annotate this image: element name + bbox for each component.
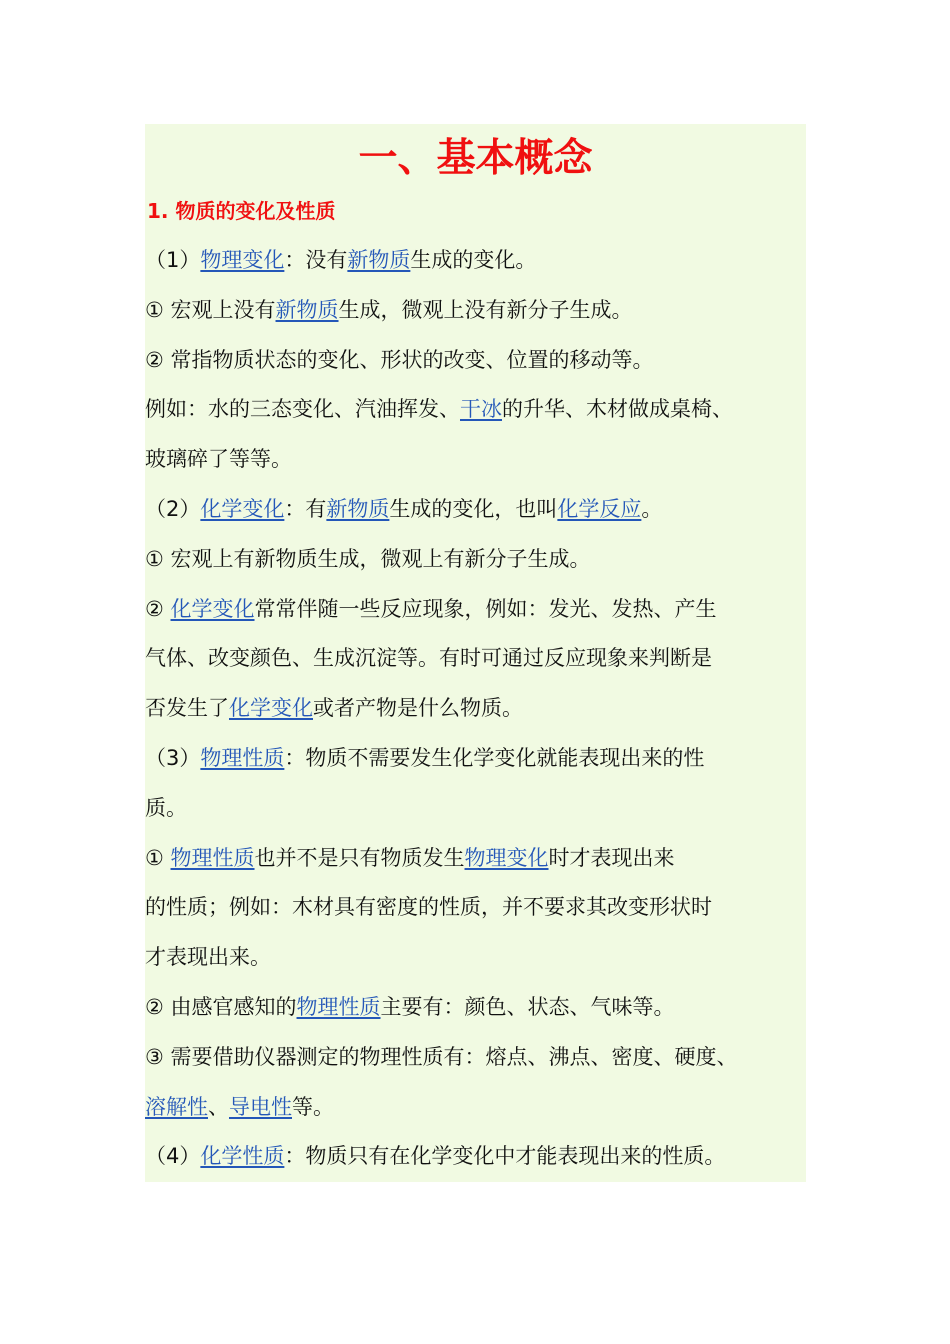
term-link[interactable]: 物理性质	[170, 845, 255, 870]
text-line	[145, 989, 835, 1025]
term-link[interactable]: 新物质	[347, 248, 411, 272]
text-span: （2）	[145, 497, 201, 521]
text-span: 否发生了	[145, 696, 229, 721]
text-span: （3）	[145, 746, 201, 770]
term-link[interactable]: 化学性质	[200, 1144, 285, 1169]
term-link[interactable]: 干冰	[460, 397, 502, 422]
text-line	[145, 342, 835, 378]
text-span: 常常伴随一些反应现象，例如：发光、发热、产生	[254, 596, 717, 621]
text-span: （1）	[145, 248, 201, 272]
text-line	[145, 391, 835, 427]
term-link[interactable]: 化学反应	[557, 497, 642, 521]
text-line	[145, 1039, 835, 1075]
text-line	[145, 491, 835, 527]
term-link[interactable]: 新物质	[326, 497, 390, 521]
text-line	[145, 591, 835, 627]
text-span: 气体、改变颜色、生成沉淀等。有时可通过反应现象来判断是	[145, 646, 712, 671]
text-span: 、	[208, 1094, 229, 1119]
text-span: 也并不是只有物质发生	[254, 845, 465, 870]
text-line	[145, 441, 835, 477]
text-line	[145, 640, 835, 676]
text-line	[145, 840, 835, 876]
text-span: 的性质；例如：木材具有密度的性质，并不要求其改变形状时	[145, 895, 712, 920]
term-link[interactable]: 化学变化	[229, 696, 313, 721]
text-span: ① 宏观上没有	[145, 297, 276, 322]
text-span: 质。	[145, 795, 187, 820]
text-line	[145, 1089, 835, 1125]
text-span: ② 由感官感知的	[145, 995, 297, 1019]
text-span: 时才表现出来	[548, 845, 675, 870]
term-link[interactable]: 物理性质	[200, 746, 285, 770]
text-span: ① 宏观上有新物质生成，微观上有新分子生成。	[145, 546, 591, 571]
text-span: 例如：水的三态变化、汽油挥发、	[145, 397, 460, 422]
text-line	[145, 790, 835, 826]
term-link[interactable]: 物理性质	[296, 995, 381, 1019]
text-span: 或者产物是什么物质。	[313, 696, 523, 721]
term-link[interactable]: 溶解性	[145, 1094, 208, 1119]
text-span: 才表现出来。	[145, 945, 271, 970]
text-span: ③ 需要借助仪器测定的物理性质有：熔点、沸点、密度、硬度、	[145, 1044, 738, 1069]
text-span: 主要有：颜色、状态、气味等。	[380, 995, 675, 1019]
text-line	[145, 541, 835, 577]
text-span: 生成的变化。	[410, 248, 537, 272]
term-link[interactable]: 新物质	[275, 297, 339, 322]
text-line	[145, 292, 835, 328]
page-title: 一、基本概念	[358, 135, 593, 181]
text-line	[145, 690, 835, 726]
text-span: ：有	[284, 497, 327, 521]
text-line	[145, 889, 835, 925]
text-span: ② 常指物质状态的变化、形状的改变、位置的移动等。	[145, 347, 654, 372]
text-span: ：没有	[284, 248, 348, 272]
text-span: ：物质只有在化学变化中才能表现出来的性质。	[284, 1144, 726, 1169]
text-span: 。	[641, 497, 663, 521]
text-line	[145, 1138, 835, 1174]
term-link[interactable]: 物理变化	[200, 248, 285, 272]
text-span: 生成，微观上没有新分子生成。	[338, 297, 633, 322]
text-line	[145, 939, 835, 975]
content-block	[145, 124, 806, 1182]
text-line	[145, 242, 835, 278]
term-link[interactable]: 化学变化	[200, 497, 285, 521]
section-heading: 1. 物质的变化及性质	[147, 199, 336, 223]
text-span: 玻璃碎了等等。	[145, 447, 292, 472]
text-span: （4）	[145, 1144, 201, 1169]
term-link[interactable]: 物理变化	[464, 845, 549, 870]
text-span: 生成的变化，也叫	[389, 497, 558, 521]
text-span: ②	[145, 596, 171, 621]
text-span: 的升华、木材做成桌椅、	[502, 397, 733, 422]
text-line	[145, 740, 835, 776]
term-link[interactable]: 化学变化	[170, 596, 255, 621]
text-span: 等。	[292, 1094, 334, 1119]
text-span: ①	[145, 845, 171, 870]
term-link[interactable]: 导电性	[229, 1094, 292, 1119]
text-span: ：物质不需要发生化学变化就能表现出来的性	[284, 746, 705, 770]
